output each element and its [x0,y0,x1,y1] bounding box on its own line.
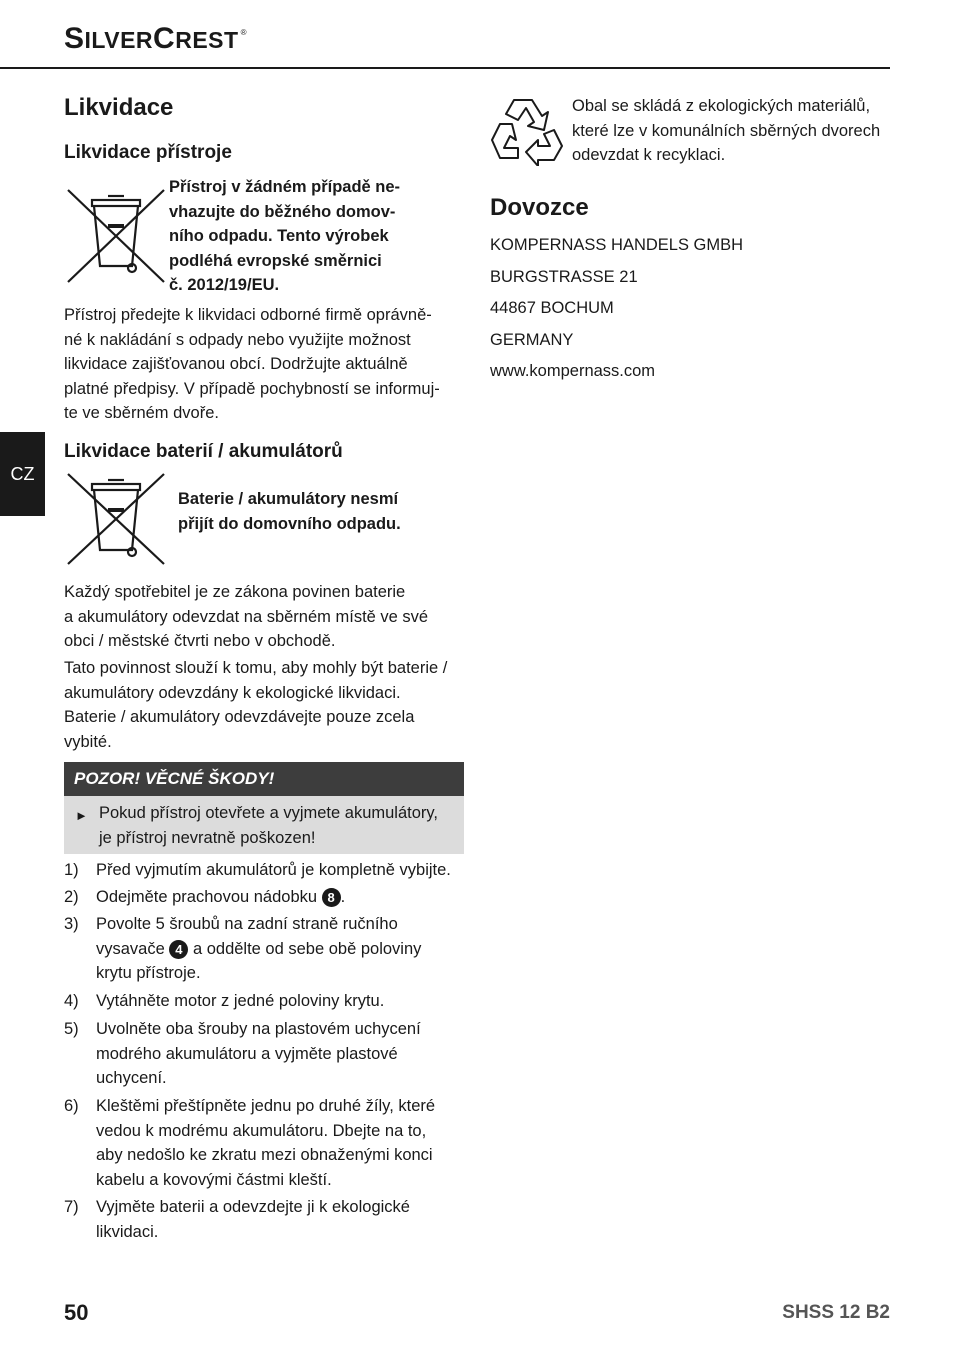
model-number: SHSS 12 B2 [782,1302,890,1323]
importer-address: KOMPERNASS HANDELS GMBH BURGSTRASSE 21 44867 BOCHUM GERMANY www.kompernass.com [490,230,743,388]
packaging-recycling-text: Obal se skládá z ekologických materiálů, které lze v komunálních sběrných dvorech odevzdat k recyklaci. [572,97,881,165]
heading-device-disposal: Likvidace přístroje [64,142,232,163]
caution-text: Pokud přístroj otevřete a vyjmete akumulátory, je přístroj nevratně poškozen! [99,804,439,847]
recycling-icon [490,96,566,166]
device-disposal-text: Přístroj předejte k likvidaci odborné firmě oprávně- né k nakládání s odpady nebo využijte možnost likvidace zajišťovanou obcí. Dodržujte aktuálně platné předpisy. V případě pochybností se informuj- te ve sběrném dvoře. [64,306,440,423]
importer-website: www.kompernass.com [490,362,656,380]
step-6: 6) Kleštěmi přeštípněte jednu po druhé žíly, které vedou k modrému akumulátoru. Dbejte na to, aby nedošlo ke zkratu mezi obnaženými konci kabelu a kovovými částmi kleští. [64,1097,436,1189]
part-number-badge: 8 [322,888,341,907]
step-5: 5) Uvolněte oba šrouby na plastovém uchycení modrého akumulátoru a vyjměte plastové uchycení. [64,1020,421,1088]
section-title-disposal: Likvidace [64,94,174,121]
device-warning: Přístroj v žádném případě ne- vhazujte do běžného domov- ního odpadu. Tento výrobek podléhá evropské směrnici č. 2012/19/EU. [169,178,401,295]
language-tab: CZ [0,432,45,516]
step-3: 3) Povolte 5 šroubů na zadní straně ručního vysavače 4 a oddělte od sebe obě poloviny krytu přístroje. [64,915,422,983]
battery-text-1: Každý spotřebitel je ze zákona povinen baterie a akumulátory odevzdat na sběrném místě ve své obci / městské čtvrti nebo v obchodě. [64,583,429,651]
step-7: 7) Vyjměte baterii a odevzdejte ji k ekologické likvidaci. [64,1198,410,1241]
battery-warning: Baterie / akumulátory nesmí přijít do domovního odpadu. [178,490,401,533]
header-rule [0,67,890,69]
page-number: 50 [64,1300,89,1325]
part-number-badge: 4 [169,940,188,959]
importer-title: Dovozce [490,194,589,221]
caution-header: POZOR! VĚCNÉ ŠKODY! [64,762,464,796]
crossed-bin-icon [64,186,168,286]
battery-text-2: Tato povinnost slouží k tomu, aby mohly být baterie / akumulátory odevzdány k ekologické likvidaci. Baterie / akumulátory odevzdávejte pouze zcela vybité. [64,659,448,751]
step-2: 2) Odejměte prachovou nádobku 8 . [64,888,346,906]
bullet-arrow-icon: ► [75,808,88,823]
heading-battery-disposal: Likvidace baterií / akumulátorů [64,441,343,462]
crossed-bin-icon [64,470,168,568]
brand-logo: SILVERCREST ® [64,22,247,55]
step-4: 4) Vytáhněte motor z jedné poloviny krytu. [64,992,385,1010]
step-1: 1) Před vyjmutím akumulátorů je kompletně vybijte. [64,861,451,879]
